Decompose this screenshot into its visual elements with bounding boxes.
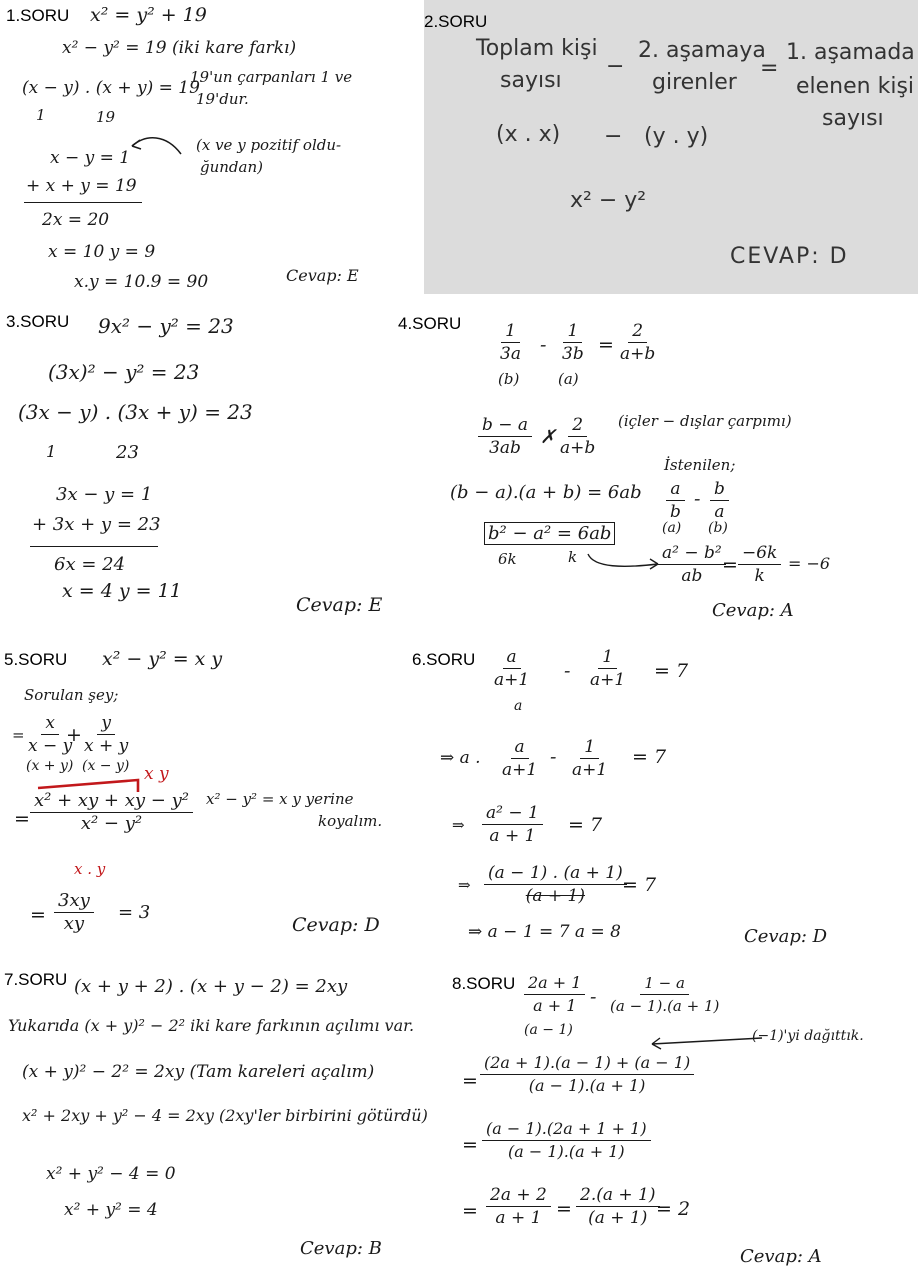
q1-step-2: + x + y = 19 <box>26 176 137 196</box>
q6-line-4-eq: = 7 <box>622 874 657 896</box>
q8-answer: Cevap: A <box>740 1246 822 1267</box>
q8-l2-den: (a − 1).(a + 1) <box>528 1076 646 1095</box>
q6-l3-den: a + 1 <box>489 826 536 846</box>
q1-sum-line <box>24 202 142 203</box>
q6-l2-f1-den: a+1 <box>502 760 538 780</box>
q8-l4-num: 2a + 2 <box>486 1184 551 1207</box>
q8-equals-2: = <box>462 1134 478 1156</box>
q1-note-b: 19'dur. <box>196 90 249 108</box>
q1-factor-2: 19 <box>96 108 116 126</box>
q8-fraction-1-den: a + 1 <box>533 996 577 1015</box>
q4-answer: Cevap: A <box>712 600 794 621</box>
q6-arrow-4-icon: ⇒ <box>458 876 471 894</box>
q6-line-4-fraction <box>484 862 627 907</box>
q2-equals: = <box>760 56 779 81</box>
q4-final-fraction-2 <box>738 542 781 587</box>
q6-l2-f2-den: a+1 <box>572 760 608 780</box>
q1-step-4: x = 10 y = 9 <box>48 242 156 262</box>
q4-req-2-num: b <box>710 478 729 501</box>
q1-step-1: x − y = 1 <box>50 148 131 168</box>
q1-note-a: 19'un çarpanları 1 ve <box>190 68 353 86</box>
q6-fraction-1-num: a <box>503 646 521 669</box>
q7-answer: Cevap: B <box>300 1238 382 1259</box>
q4-req-mult-b: (b) <box>708 520 728 536</box>
q4-final-eq: = <box>722 554 738 576</box>
question-2-panel <box>424 0 918 294</box>
q7-line-6: x² + y² = 4 <box>64 1200 158 1220</box>
q2-eliminated-3: sayısı <box>822 106 884 131</box>
q3-sum-line <box>30 546 158 547</box>
question-4-label: 4.SORU <box>398 314 462 333</box>
q5-hint-a: x² − y² = x y yerine <box>206 790 354 808</box>
q4-mult-b: (b) <box>498 370 520 388</box>
q8-equals-4: = <box>556 1198 572 1220</box>
q1-factor-1: 1 <box>36 106 46 124</box>
q4-k-2: k <box>568 548 578 566</box>
q5-fraction-2 <box>80 712 132 757</box>
q3-factor-1: 1 <box>46 442 57 461</box>
q4-requested-fraction-2 <box>710 478 729 523</box>
q4-right-arrow-icon <box>584 550 664 574</box>
q6-fraction-1-den: a+1 <box>494 670 530 690</box>
q6-line-2-fraction-1 <box>498 736 541 781</box>
question-8-label: 8.SORU <box>452 974 516 993</box>
q3-line-3: (3x − y) . (3x + y) = 23 <box>18 400 253 424</box>
q4-final-1-num: a² − b² <box>658 542 726 565</box>
q5-fraction-1-den: x − y <box>28 736 73 756</box>
q4-fraction-1-num: 1 <box>501 320 520 343</box>
q4-fraction-2 <box>558 320 588 365</box>
q6-arrow-3-icon: ⇒ <box>452 816 465 834</box>
q4-result-2-num: 2 <box>568 414 587 437</box>
q5-big-num: x² + xy + xy − y² <box>30 790 193 813</box>
question-1-panel <box>0 0 420 300</box>
q4-minus: - <box>540 334 547 356</box>
q2-entered-1: 2. aşamaya <box>638 38 766 63</box>
q2-eliminated-2: elenen kişi <box>796 74 915 99</box>
q6-line-2-fraction-2 <box>568 736 611 781</box>
q6-equals-7: = 7 <box>654 660 689 682</box>
q4-final-fraction-1 <box>658 542 726 587</box>
question-2-label: 2.SORU <box>424 12 488 31</box>
q2-result: x² − y² <box>570 188 647 213</box>
q4-fraction-2-num: 1 <box>563 320 582 343</box>
q5-final-den: xy <box>63 913 85 934</box>
q4-fraction-3-num: 2 <box>628 320 647 343</box>
q8-l2-num: (2a + 1).(a − 1) + (a − 1) <box>480 1052 694 1075</box>
q5-equals-3: = <box>30 904 46 926</box>
q5-equation: x² − y² = x y <box>102 648 223 670</box>
q8-l5-num: 2.(a + 1) <box>576 1184 660 1207</box>
question-5-label: 5.SORU <box>4 650 68 669</box>
q4-fraction-1-den: 3a <box>500 344 521 364</box>
q4-req-2-den: a <box>714 502 725 522</box>
q8-result: = 2 <box>656 1198 691 1220</box>
q7-line-4: x² + 2xy + y² − 4 = 2xy (2xy'ler birbirini götürdü) <box>22 1106 428 1125</box>
q4-requested-fraction-1 <box>666 478 685 523</box>
q6-answer: Cevap: D <box>744 926 828 947</box>
q2-total-2: sayısı <box>500 68 562 93</box>
q7-line-2: Yukarıda (x + y)² − 2² iki kare farkının açılımı var. <box>8 1016 415 1035</box>
q4-req-mult-a: (a) <box>662 520 682 536</box>
q5-mult-1: (x + y) <box>26 758 74 774</box>
q4-fraction-3-den: a+b <box>620 344 656 364</box>
q4-final-2-num: −6k <box>738 542 781 565</box>
q6-l2-f1-num: a <box>511 736 529 759</box>
q4-result-den: 3ab <box>489 438 521 458</box>
q4-result-2-den: a+b <box>560 438 596 458</box>
question-1-label: 1.SORU <box>6 6 70 25</box>
q8-note: (−1)'yi dağıttık. <box>752 1028 864 1044</box>
q5-fraction-1-num: x <box>41 712 59 735</box>
q3-step-2: + 3x + y = 23 <box>32 514 161 535</box>
q8-line-5-fraction <box>576 1184 660 1229</box>
q8-fraction-1-num: 2a + 1 <box>524 972 585 995</box>
q8-left-arrow-icon <box>646 1030 766 1050</box>
q7-equation: (x + y + 2) . (x + y − 2) = 2xy <box>74 976 348 997</box>
q4-requested: İstenilen; <box>664 456 736 474</box>
q4-result-num: b − a <box>478 414 532 437</box>
q4-k-1: 6k <box>498 550 517 568</box>
question-5-panel <box>0 642 420 960</box>
q5-answer: Cevap: D <box>292 914 380 936</box>
q1-positive-note-a: (x ve y pozitif oldu- <box>196 136 342 154</box>
q4-result: = −6 <box>788 554 831 573</box>
q4-equals: = <box>598 334 614 356</box>
q8-fraction-1 <box>524 972 585 1017</box>
q2-answer: CEVAP: D <box>730 244 849 269</box>
q6-fraction-2-den: a+1 <box>590 670 626 690</box>
q5-asked: Sorulan şey; <box>24 686 119 704</box>
q4-mult-a: (a) <box>558 370 579 388</box>
q8-l5-den: (a + 1) <box>588 1208 648 1228</box>
q4-line-4: b² − a² = 6ab <box>484 522 615 545</box>
q1-line-2: x² − y² = 19 (iki kare farkı) <box>62 38 297 58</box>
q4-req-1-num: a <box>666 478 684 501</box>
q4-fraction-3 <box>616 320 659 365</box>
q8-minus: - <box>590 986 597 1008</box>
q4-req-minus: - <box>694 488 701 510</box>
q5-final-fraction <box>54 890 94 935</box>
q4-note: (içler − dışlar çarpımı) <box>618 412 792 430</box>
q6-fraction-2 <box>586 646 629 691</box>
q8-l3-num: (a − 1).(2a + 1 + 1) <box>482 1118 651 1141</box>
q5-big-fraction <box>30 790 193 835</box>
question-7-panel <box>0 962 450 1280</box>
q1-step-3: 2x = 20 <box>42 210 110 230</box>
q4-line-3: (b − a).(a + b) = 6ab <box>450 482 642 503</box>
q6-l4-num: (a − 1) . (a + 1) <box>484 862 627 885</box>
q5-big-den: x² − y² <box>80 813 143 834</box>
question-6-label: 6.SORU <box>412 650 476 669</box>
q8-l3-den: (a − 1).(a + 1) <box>507 1142 625 1161</box>
q5-under-xy: x . y <box>74 860 106 878</box>
q3-step-1: 3x − y = 1 <box>56 484 153 505</box>
q2-entered-2: girenler <box>652 70 737 95</box>
q3-factor-2: 23 <box>116 442 139 463</box>
q2-total-1: Toplam kişi <box>476 36 598 61</box>
q4-final-2-den: k <box>754 566 765 586</box>
question-7-label: 7.SORU <box>4 970 68 989</box>
q5-hint-b: koyalım. <box>318 812 383 830</box>
q5-equals-2: = <box>14 808 30 830</box>
q6-minus: - <box>564 660 571 682</box>
q6-l4-den: (a + 1) <box>525 886 586 906</box>
q8-fraction-2-den: (a − 1).(a + 1) <box>610 997 720 1015</box>
q1-line-3: (x − y) . (x + y) = 19 <box>22 78 200 98</box>
q1-step-5: x.y = 10.9 = 90 <box>74 272 209 292</box>
q1-answer: Cevap: E <box>286 266 359 285</box>
q4-fraction-2-den: 3b <box>562 344 584 364</box>
q8-line-3-fraction <box>482 1118 651 1163</box>
q5-final-result: = 3 <box>118 902 151 923</box>
q6-line-2-minus: - <box>550 746 557 768</box>
q6-line-3-eq: = 7 <box>568 814 603 836</box>
q5-equals-1: = <box>12 726 25 744</box>
q7-line-5: x² + y² − 4 = 0 <box>46 1164 176 1184</box>
q8-line-4-fraction <box>486 1184 551 1229</box>
q4-cross-icon: ✗ <box>540 426 556 448</box>
question-4-panel <box>396 304 918 640</box>
q8-l4-den: a + 1 <box>495 1208 542 1228</box>
question-3-panel <box>0 304 420 640</box>
q4-fraction-1 <box>496 320 525 365</box>
q6-factor-a: a <box>514 698 523 714</box>
q5-plus: + <box>66 724 82 746</box>
question-3-label: 3.SORU <box>6 312 70 331</box>
q6-fraction-1 <box>490 646 533 691</box>
q6-line-2-prefix: ⇒ a . <box>440 748 481 768</box>
q4-final-1-den: ab <box>681 566 703 586</box>
q8-fraction-2-num: 1 − a <box>640 972 689 995</box>
q1-curved-arrow-icon <box>126 132 186 162</box>
q4-result-fraction-2 <box>556 414 599 459</box>
q5-fraction-2-den: x + y <box>84 736 129 756</box>
q6-l2-f2-num: 1 <box>580 736 599 759</box>
q2-yy: (y . y) <box>644 124 709 149</box>
q5-mult-2: (x − y) <box>82 758 130 774</box>
q6-line-5: ⇒ a − 1 = 7 a = 8 <box>468 922 621 942</box>
question-6-panel <box>410 642 918 960</box>
q3-answer: Cevap: E <box>296 594 383 616</box>
q6-line-3-fraction <box>482 802 543 847</box>
q8-fraction-2 <box>606 972 723 1017</box>
q2-eliminated-1: 1. aşamada <box>786 40 915 65</box>
q3-equation: 9x² − y² = 23 <box>98 314 234 338</box>
q5-fraction-2-num: y <box>97 712 115 735</box>
q6-line-2-eq: = 7 <box>632 746 667 768</box>
q5-xy-label: x y <box>144 764 169 784</box>
q1-equation: x² = y² + 19 <box>90 4 207 26</box>
q8-equals-1: = <box>462 1070 478 1092</box>
q8-line-2-fraction <box>480 1052 694 1097</box>
q2-minus: − <box>606 54 625 79</box>
q4-result-fraction-1 <box>478 414 532 459</box>
question-8-panel <box>450 962 918 1280</box>
q1-positive-note-b: ğundan) <box>200 158 263 176</box>
q3-step-3: 6x = 24 <box>54 554 126 575</box>
q8-equals-3: = <box>462 1200 478 1222</box>
q2-xx: (x . x) <box>496 122 561 147</box>
q8-factor: (a − 1) <box>524 1022 573 1038</box>
q5-final-num: 3xy <box>54 890 94 913</box>
q2-minus-2: − <box>604 124 623 149</box>
q7-line-3: (x + y)² − 2² = 2xy (Tam kareleri açalım) <box>22 1062 375 1082</box>
q3-step-4: x = 4 y = 11 <box>62 580 182 602</box>
q3-line-2: (3x)² − y² = 23 <box>48 360 200 384</box>
q6-fraction-2-num: 1 <box>598 646 617 669</box>
q6-l3-num: a² − 1 <box>482 802 543 825</box>
q4-req-1-den: b <box>670 502 681 522</box>
